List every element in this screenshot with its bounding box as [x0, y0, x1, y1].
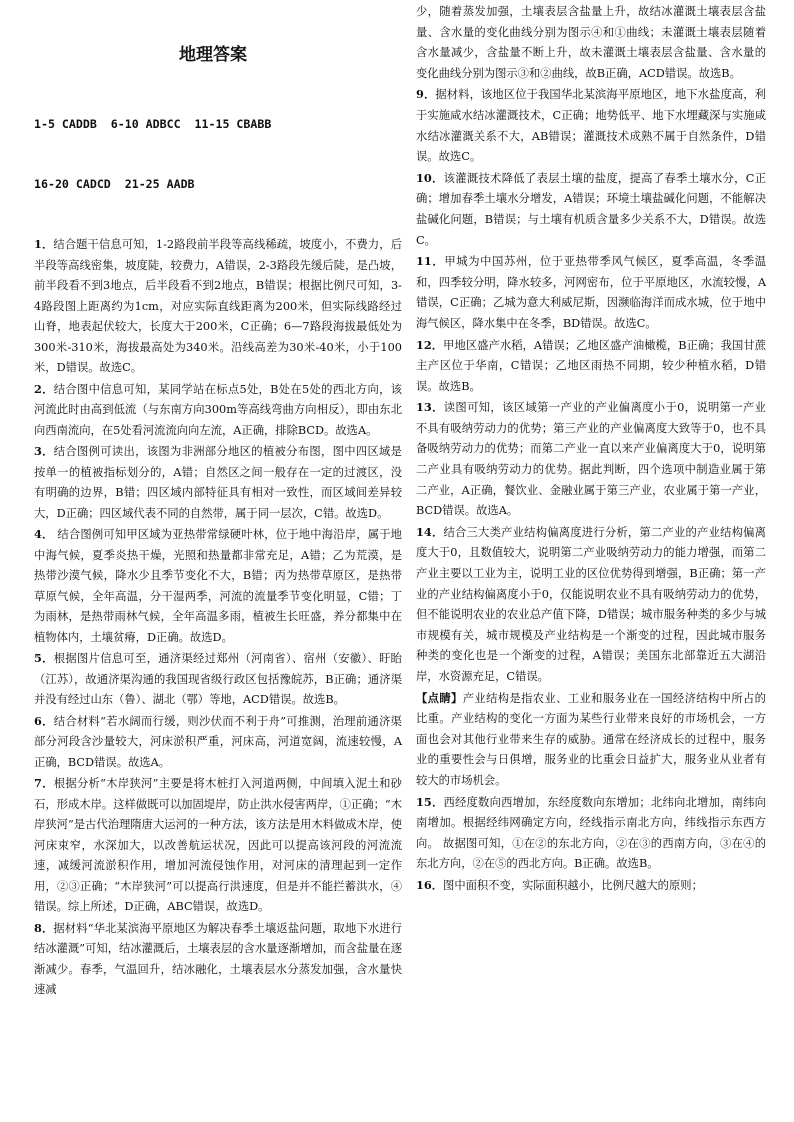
question-number: 6．	[34, 713, 54, 728]
explanation-paragraph	[416, 168, 766, 251]
question-number: 13．	[416, 400, 444, 415]
question-number: 5．	[34, 651, 54, 665]
explanation-paragraph	[416, 875, 766, 897]
explanation-paragraph	[416, 2, 766, 84]
left-explanations	[34, 234, 402, 1001]
question-number: 10．	[416, 170, 444, 185]
left-column	[34, 0, 402, 1001]
explanation-text: 结合题干信息可知，1-2路段前半段等高线稀疏，坡度小，不费力，后半段等高线密集，坡度陡，较费力，A错误，2-3路段先缓后陡，是凸坡，前半段看不到3地点，后半段看不到2地点，B错误；根据比例尺可知，3-4路段图上距离约为1cm，对应实际直线距离为200米，但实际线路经过山脊，地表起伏较大，长度大于200米，C正确；6—7路段海拔最低处为300米-310米，海拔最高处为340米。沿线高差为30米-40米，小于100米，D错误。故选C。	[34, 238, 402, 374]
explanation-paragraph	[34, 524, 402, 648]
answer-key-line: 1-5 CADDB 6-10 ADBCC 11-15 CBABB	[34, 117, 272, 131]
explanation-text: 据材料，该地区位于我国华北某滨海平原地区，地下水盐度高，利于实施咸水结冰灌溉技术，C正确；地势低平、地下水埋藏深与实施咸水结冰灌溉关系不大，AB错误；灌溉技术成熟不属于自然条件，D错误。故选C。	[416, 88, 766, 164]
question-number: 15．	[416, 794, 444, 809]
explanation-text: 图中面积不变，实际面积越小，比例尺越大的原则；	[443, 878, 703, 892]
question-number: 9．	[416, 87, 436, 102]
explanation-text: 根据图片信息可至，通济渠经过郑州（河南省）、宿州（安徽）、盱眙（江苏），故通济渠沟通的我国现省级行政区包括豫皖苏，B正确；通济渠并没有经过山东（鲁）、湖北（鄂）等地，ACD错误。故选B。	[34, 652, 402, 706]
right-column	[416, 2, 766, 897]
explanation-text: 结合材料“若水阔而行缓，则沙伏而不利于舟”可推测，治理前通济渠部分河段含沙量较大，河床淤积严重，河床高，河道宽阔，流速较慢，A正确，BCD错误。故选A。	[34, 714, 402, 769]
explanation-paragraph	[34, 773, 402, 918]
page-title	[34, 40, 402, 70]
explanation-paragraph	[416, 688, 766, 792]
question-number: 14．	[416, 524, 444, 539]
explanation-text: 结合图中信息可知，某同学站在标点5处，B处在5处的西北方向，该河流此时由高到低流（与东南方向300m等高线弯曲方向相反），即由东北向西南流向，在5处看河流流向向左流，A正确，排除BCD。故选A。	[34, 382, 402, 437]
right-explanations	[416, 2, 766, 897]
explanation-paragraph	[34, 918, 402, 1001]
explanation-paragraph	[34, 648, 402, 711]
explanation-text: 甲地区盛产水稻，A错误；乙地区盛产油橄榄，B正确；我国甘蔗主产区位于华南，C错误；乙地区雨热不同期，较少种植水稻，D错误。故选B。	[416, 338, 766, 393]
question-number: 4．	[34, 527, 54, 541]
explanation-text: 少，随着蒸发加强，土壤表层含盐量上升，故结冰灌溉土壤表层含盐量、含水量的变化曲线分别为图示④和①曲线；未灌溉土壤表层随着含水量减少，含盐量不断上升，故未灌溉土壤表层含盐量、含水量的变化曲线分别为图示③和②曲线，故B正确，ACD错误。故选B。	[416, 5, 766, 80]
explanation-paragraph	[416, 792, 766, 875]
explanation-paragraph	[416, 522, 766, 688]
explanation-text: 结合图例可读出，该图为非洲部分地区的植被分布图，图中四区域是按单一的植被指标划分的，A错；自然区之间一般存在一定的过渡区，没有明确的边界，B错；四区域内部特征具有相对一致性，而区域间差异较大，D正确；四区域代表不同的自然带，属于同一层次，C错。故选D。	[34, 445, 402, 520]
explanation-text: 甲城为中国苏州，位于亚热带季风气候区，夏季高温，冬季温和，四季较分明，降水较多，河网密布，位于平原地区，水流较慢，A错误，C正确；乙城为意大利威尼斯，因濒临海洋而成水城，位于地中海气候区，降水集中在冬季，BD错误。故选C。	[416, 255, 766, 330]
explanation-paragraph	[416, 335, 766, 398]
question-number: 2．	[34, 381, 54, 396]
question-number: 7．	[34, 776, 54, 790]
question-number: 12．	[416, 337, 444, 352]
note-tag: 【点睛】	[416, 690, 463, 705]
explanation-text: 西经度数向西增加，东经度数向东增加；北纬向北增加，南纬向南增加。根据经纬网确定方向，经线指示南北方向，纬线指示东西方向。 故据图可知，①在②的东北方向，②在③的西南方向，③在④的东北方向，②在⑤的西北方向。B正确。故选B。	[416, 795, 766, 871]
explanation-text: 据材料“华北某滨海平原地区为解决春季土壤返盐问题，取地下水进行结冰灌溉”可知，结冰灌溉后，土壤表层的含水量逐渐增加，而含盐量在逐渐减少。春季，气温回升，结冰融化，土壤表层水分蒸发加强，含水量快速减	[34, 921, 402, 996]
explanation-text: 结合图例可知甲区域为亚热带常绿硬叶林，位于地中海沿岸，属于地中海气候，夏季炎热干燥，光照和热量都非常充足，A错；乙为荒漠，是热带沙漠气候，降水少且季节变化不大，B错；丙为热带草原区，是热带草原气候，全年高温，分干湿两季，河流的流量季节变化明显，C错；丁为雨林，是热带雨林气候，全年高温多雨，植被生长旺盛，养分都集中在植物体内，土壤贫瘠，D正确。故选D。	[34, 528, 402, 644]
explanation-text: 结合三大类产业结构偏离度进行分析，第二产业的产业结构偏离度大于0，且数值较大，说明第二产业吸纳劳动力的能力增强，而第二产业主要以工业为主，说明工业的区位优势得到增强，B正确；第一产业的产业结构偏离度小于0，仅能说明农业不具有吸纳劳动力的优势，但不能说明农业的农业总产值下降，D错误；城市服务种类的多少与城市规模有关，城市规模及产业结构是一个渐变的过程，因此城市服务种类的变化也是一个渐变的过程，A错误；美国东北部靠近五大湖沿岸，水资源充足，C错误。	[416, 525, 766, 683]
answer-key-line: 16-20 CADCD 21-25 AADB	[34, 177, 195, 191]
question-number: 3．	[34, 444, 54, 458]
explanation-paragraph	[34, 234, 402, 379]
explanation-paragraph	[416, 251, 766, 334]
answer-key-block	[34, 74, 402, 234]
explanation-text: 产业结构是指农业、工业和服务业在一国经济结构中所占的比重。产业结构的变化一方面为某些行业带来良好的市场机会，一方面也会对其他行业带来生存的威胁。通常在经济成长的过程中，服务业的重要性会与日俱增，服务业的比重会日益扩大，服务业从业者有较大的市场机会。	[416, 691, 766, 787]
explanation-paragraph	[416, 397, 766, 522]
question-number: 1．	[34, 237, 54, 251]
explanation-paragraph	[34, 711, 402, 774]
explanation-paragraph	[34, 441, 402, 524]
question-number: 8．	[34, 920, 54, 935]
page-title-text: 地理答案	[179, 45, 247, 65]
question-number: 11．	[416, 254, 445, 269]
explanation-text: 读图可知，该区域第一产业的产业偏离度小于0，说明第一产业不具有吸纳劳动力的优势；第三产业的产业偏离度大致等于0，也不具备吸纳劳动力的优势；而第二产业一直以来产业偏离度大于0，说明第二产业具有吸纳劳动力的优势。据此判断，四个选项中制造业属于第二产业，A正确，餐饮业、金融业属于第三产业，农业属于第一产业，BCD错误。故选A。	[416, 401, 766, 518]
explanation-text: 根据分析“木岸狭河”主要是将木桩打入河道两侧，中间填入泥土和砂石，形成木岸。这样做既可以加固堤岸，防止洪水侵害两岸，①正确；“木岸狭河”是古代治理隋唐大运河的一种方法，该方法是用木料做成木岸，使河床束窄，水深加大，以改善航运状况，因此可以提高该河段的河流流速，减缓河流淤积作用，增加河流侵蚀作用，对河床的清理起到一定作用，②③正确；“木岸狭河”可以提高行洪速度，但是并不能拦蓄洪水，④错误。综上所述，D正确，ABC错误，故选D。	[34, 777, 402, 913]
explanation-paragraph	[416, 84, 766, 167]
question-number: 16．	[416, 877, 444, 892]
explanation-paragraph	[34, 379, 402, 442]
explanation-text: 该灌溉技术降低了表层土壤的盐度，提高了春季土壤水分，C正确；增加春季土壤水分增发，A错误；环境土壤盐碱化问题，不能解决盐碱化问题，B错误；与土壤有机质含量多少关系不大，D错误。故选C。	[416, 171, 766, 247]
